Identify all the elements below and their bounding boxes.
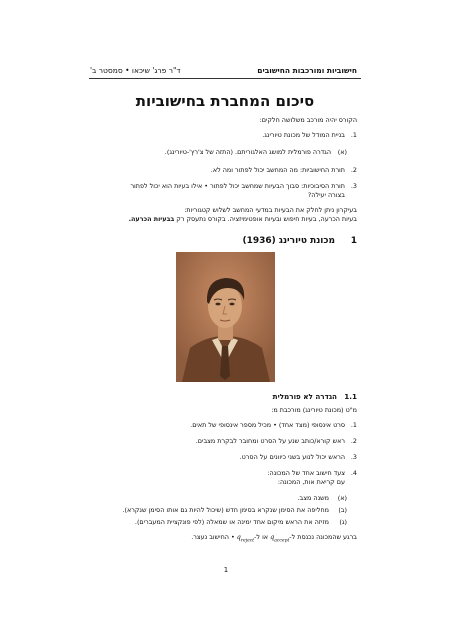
list-number: 4.: [350, 469, 357, 477]
list-text: ראש קורא/כותב שנע על הסרט ומחובר לבקרת מצבים.: [195, 437, 345, 445]
list-item-continuation: [107, 478, 357, 488]
list-item: [107, 148, 357, 158]
list-item: [107, 421, 357, 431]
document-title: סיכום המחברת בחישוביות: [135, 92, 315, 110]
summary-text: בעיות הכרעה, בעיות חיפוש ובעיות אופטימיזציה. בקורס נתעסק רק: [174, 215, 357, 223]
list-item: [87, 494, 357, 504]
list-item: [107, 131, 357, 141]
list-text: מחליפה את הסימן שנקרא בסימן חדש (שיכול להיות גם אותו הסימן שנקרא).: [122, 506, 329, 514]
list-text: תורת הסיבוכיות: סבוך הבעיות שמחשב יכול לפתור • אילו בעיות הוא יכול לפתור: [130, 182, 345, 190]
list-text: סרט אינסופי (מצד אחד) • מכיל מספר אינסופי של תאים.: [190, 421, 345, 429]
halting-text: או ל-: [254, 533, 271, 541]
list-text: הגדרה פורמלית למושג האלגוריתם. (התזה של צ'רץ'-טיורינג).: [164, 148, 331, 156]
list-text: הראש יכול לנוע בשני כיוונים על הסרט.: [239, 453, 345, 461]
list-text: מזיזה את הראש מיקום אחד ימינה או שמאלה (לפי פונקציית המעברים).: [134, 518, 329, 526]
list-text: בצורה יעילה?: [307, 191, 345, 199]
q-reject-symbol: $q_{reject}$: [236, 533, 255, 544]
list-item: [107, 453, 357, 463]
header-rule: [89, 78, 361, 79]
alan-turing-photo: [176, 252, 275, 382]
list-item: [107, 166, 357, 176]
portrait-illustration: [176, 252, 275, 382]
list-number: (ב): [338, 506, 347, 514]
q-accept-symbol: $q_{accept}$: [270, 533, 290, 544]
list-number: 3.: [350, 453, 357, 461]
list-text: צעד חישוב אחד של המכונה:: [267, 469, 345, 477]
summary-line-1: בעיקרון ניתן לחלק את הבעיות במדעי המחשב לשלוש קטגוריות:: [184, 206, 357, 214]
summary-emphasis: בבעיות הכרעה.: [128, 215, 175, 223]
mt-intro: מ"ט (מכונת טיורינג) מורכבת מ:: [271, 406, 357, 414]
summary-line-2: [129, 215, 357, 224]
intro-paragraph: הקורס יהיה מורכב משלושה חלקים:: [259, 116, 357, 124]
subsection-heading: [85, 392, 357, 403]
list-text: עם קריאת אות, המכונה:: [277, 478, 345, 486]
list-item: [87, 506, 357, 516]
list-item-continuation: [107, 191, 357, 201]
page-number: 1: [223, 566, 229, 574]
running-header-course: חישוביות ומורכבות החישובים: [257, 66, 357, 75]
list-item: [107, 437, 357, 447]
running-header-lecturer: ד"ר פרג' שיכאו • סמסטר ב': [90, 66, 181, 75]
list-number: 2.: [350, 437, 357, 445]
list-number: (א): [337, 494, 347, 502]
list-number: 2.: [350, 166, 357, 174]
section-number: 1: [350, 236, 357, 246]
halting-sentence: [191, 533, 357, 545]
list-number: 1.: [350, 421, 357, 429]
list-number: (ג): [339, 518, 347, 526]
list-text: משנה מצב.: [297, 494, 329, 502]
list-number: 1.: [350, 131, 357, 139]
subsection-title: הגדרה לא פורמלית: [272, 392, 337, 401]
halting-text: ברגע שהמכונה נכנסת ל-: [289, 533, 357, 541]
halting-text: • החישוב נעצר.: [191, 533, 237, 541]
list-number: 3.: [350, 182, 357, 190]
section-heading: [85, 236, 357, 248]
list-item: [87, 518, 357, 528]
list-text: בניית המודל של מכונת טיורינג.: [262, 131, 345, 139]
subsection-number: 1.1: [344, 392, 357, 401]
list-text: תורת החישוביות: מה המחשב יכול לפתור ומה לא.: [210, 166, 345, 174]
section-title: מכונת טיורינג (1936): [242, 236, 335, 246]
list-number: (א): [337, 148, 347, 156]
